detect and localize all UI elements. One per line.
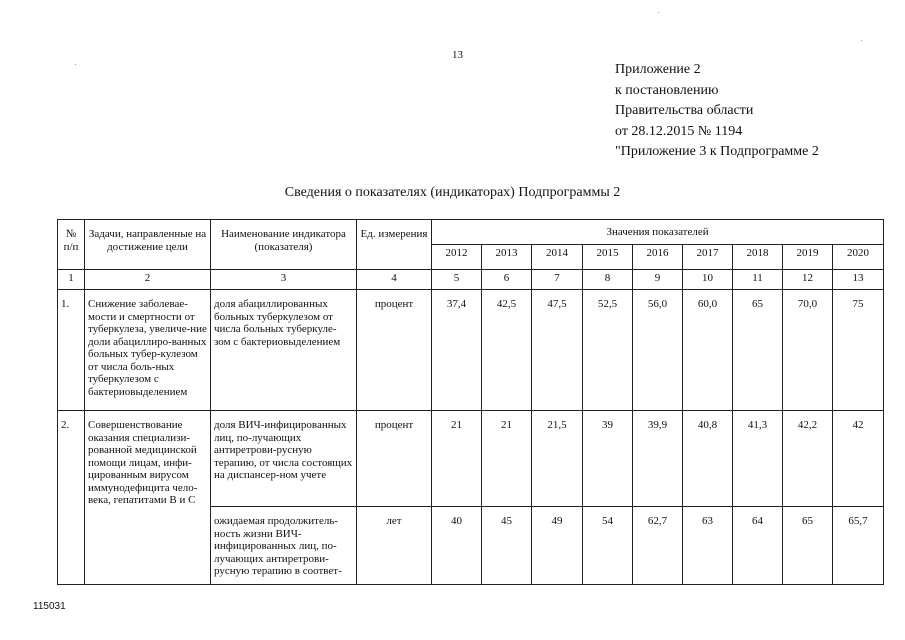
value-cell: 56,0 (633, 290, 683, 411)
unit-cell: процент (357, 290, 432, 411)
table-row (58, 290, 884, 411)
header-year: 2020 (833, 245, 884, 270)
indicator-cell: доля абациллированных больных туберкулезом от числа больных туберкуле-зом с бактериовыделением (211, 290, 357, 411)
column-number: 13 (833, 270, 884, 290)
column-number: 1 (58, 270, 85, 290)
indicators-table (57, 219, 884, 585)
scan-speck (658, 12, 659, 13)
row-number: 1. (58, 290, 85, 411)
task-cell: Совершенствование оказания специализи-рованной медицинской помощи лицам, инфи-цированным вирусом иммунодефицита чело-века, гепатитами В и С (85, 411, 211, 585)
value-cell: 21 (432, 411, 482, 507)
value-cell: 21 (482, 411, 532, 507)
value-cell: 42,2 (783, 411, 833, 507)
value-cell: 47,5 (532, 290, 583, 411)
column-number: 7 (532, 270, 583, 290)
value-cell: 65 (783, 507, 833, 585)
appendix-line: Приложение 2 (615, 62, 701, 77)
value-cell: 75 (833, 290, 884, 411)
value-cell: 42,5 (482, 290, 532, 411)
value-cell: 45 (482, 507, 532, 585)
column-number: 11 (733, 270, 783, 290)
value-cell: 41,3 (733, 411, 783, 507)
appendix-line: от 28.12.2015 № 1194 (615, 123, 743, 139)
appendix-line: Правительства области (615, 103, 754, 118)
table-row (58, 411, 884, 507)
column-number-row (58, 270, 884, 290)
header-year: 2015 (583, 245, 633, 270)
value-cell: 52,5 (583, 290, 633, 411)
column-number: 2 (85, 270, 211, 290)
header-year: 2012 (432, 245, 482, 270)
indicator-cell: доля ВИЧ-инфицированных лиц, по-лучающих антиретрови-русную терапию, от числа состоящих на диспансер-ном учете (211, 411, 357, 507)
scan-speck (861, 40, 862, 41)
value-cell: 40,8 (683, 411, 733, 507)
column-number: 3 (211, 270, 357, 290)
value-cell: 54 (583, 507, 633, 585)
value-cell: 62,7 (633, 507, 683, 585)
appendix-line: "Приложение 3 к Подпрограмме 2 (615, 144, 819, 159)
value-cell: 65,7 (833, 507, 884, 585)
document-title: Сведения о показателях (индикаторах) Подпрограммы 2 (284, 185, 621, 200)
value-cell: 21,5 (532, 411, 583, 507)
header-tasks: Задачи, направленные на достижение цели (85, 220, 211, 270)
value-cell: 63 (683, 507, 733, 585)
unit-cell: процент (357, 411, 432, 507)
appendix-note (615, 60, 819, 163)
column-number: 9 (633, 270, 683, 290)
value-cell: 39,9 (633, 411, 683, 507)
value-cell: 39 (583, 411, 633, 507)
column-number: 8 (583, 270, 633, 290)
header-values: Значения показателей (432, 220, 884, 245)
value-cell: 64 (733, 507, 783, 585)
value-cell: 60,0 (683, 290, 733, 411)
header-year: 2016 (633, 245, 683, 270)
header-unit: Ед. измерения (357, 220, 432, 270)
value-cell: 70,0 (783, 290, 833, 411)
column-number: 6 (482, 270, 532, 290)
unit-cell: лет (357, 507, 432, 585)
row-number: 2. (58, 411, 85, 585)
scan-speck (75, 64, 76, 65)
document-code: 115031 (33, 601, 66, 612)
value-cell: 40 (432, 507, 482, 585)
header-year: 2014 (532, 245, 583, 270)
task-cell: Снижение заболевае-мости и смертности от туберкулеза, увеличе-ние доли абациллиро-ванных больных тубер-кулезом от числа боль-ных туберкулезом с бактериовыделением (85, 290, 211, 411)
header-indicator: Наименование индикатора (показателя) (211, 220, 357, 270)
header-num: № п/п (58, 220, 85, 270)
header-year: 2017 (683, 245, 733, 270)
column-number: 12 (783, 270, 833, 290)
header-year: 2019 (783, 245, 833, 270)
header-year: 2013 (482, 245, 532, 270)
column-number: 4 (357, 270, 432, 290)
value-cell: 37,4 (432, 290, 482, 411)
value-cell: 49 (532, 507, 583, 585)
page-number: 13 (452, 49, 463, 61)
appendix-line: к постановлению (615, 82, 719, 98)
header-year: 2018 (733, 245, 783, 270)
value-cell: 42 (833, 411, 884, 507)
column-number: 10 (683, 270, 733, 290)
header-row (58, 220, 884, 245)
column-number: 5 (432, 270, 482, 290)
value-cell: 65 (733, 290, 783, 411)
indicator-cell: ожидаемая продолжитель-ность жизни ВИЧ-инфицированных лиц, по-лучающих антиретрови-русную терапию в соответ- (211, 507, 357, 585)
